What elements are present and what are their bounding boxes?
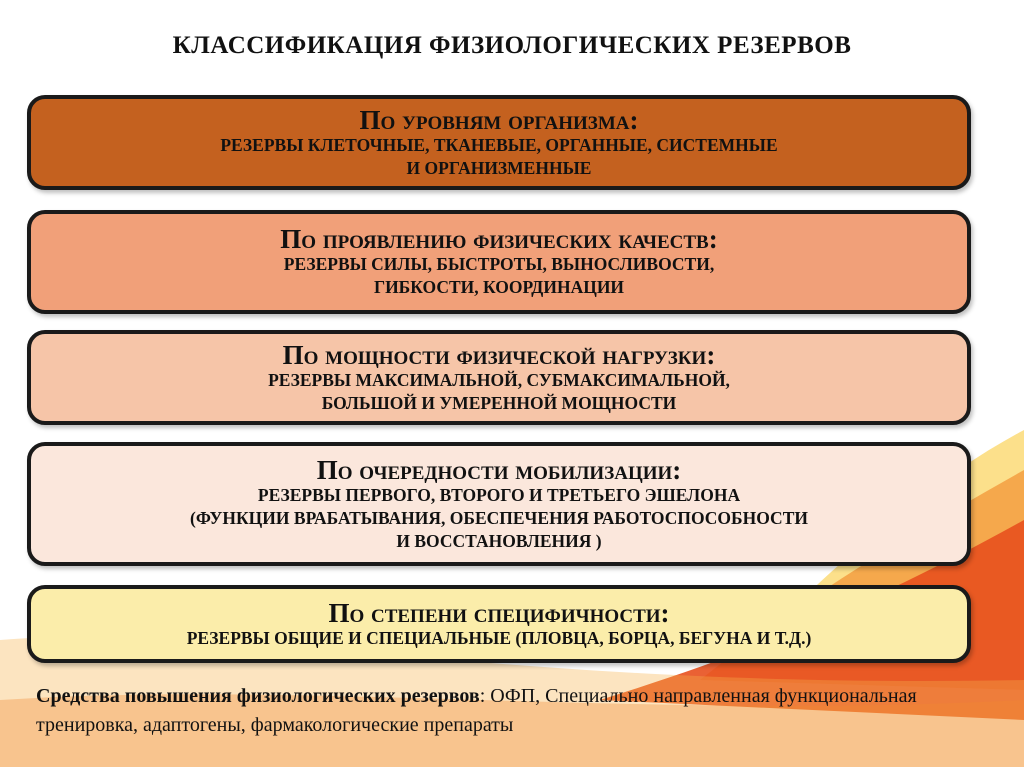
- box-line: РЕЗЕРВЫ ОБЩИЕ И СПЕЦИАЛЬНЫЕ (ПЛОВЦА, БОРЦА, БЕГУНА И Т.Д.): [186, 627, 812, 648]
- box-line: РЕЗЕРВЫ СИЛЫ, БЫСТРОТЫ, ВЫНОСЛИВОСТИ,: [283, 254, 715, 274]
- footer-lead: Средства повышения физиологических резервов: [36, 685, 480, 707]
- footer-note: [36, 682, 996, 740]
- box-heading: По очередности мобилизации:: [316, 454, 682, 485]
- classification-box-mobilization-order: [27, 442, 971, 566]
- classification-box-specificity: [27, 585, 971, 663]
- box-line: И ВОССТАНОВЛЕНИЯ ): [396, 530, 602, 551]
- classification-box-load-power: [27, 330, 971, 425]
- box-line: (ФУНКЦИИ ВРАБАТЫВАНИЯ, ОБЕСПЕЧЕНИЯ РАБОТОСПОСОБНОСТИ: [190, 507, 808, 528]
- box-line: И ОРГАНИЗМЕННЫЕ: [406, 157, 592, 178]
- box-heading: По проявлению физических качеств:: [280, 224, 718, 254]
- classification-box-organism-levels: [27, 95, 971, 190]
- classification-box-physical-qualities: [27, 210, 971, 314]
- box-line: ГИБКОСТИ, КООРДИНАЦИИ: [373, 277, 625, 297]
- box-line: РЕЗЕРВЫ КЛЕТОЧНЫЕ, ТКАНЕВЫЕ, ОРГАННЫЕ, СИСТЕМНЫЕ: [220, 134, 778, 155]
- footer-rest: : ОФП, Специально направленная функциональная тренировка, адаптогены, фармакологические препараты: [36, 685, 917, 736]
- box-line: РЕЗЕРВЫ ПЕРВОГО, ВТОРОГО И ТРЕТЬЕГО ЭШЕЛОНА: [257, 484, 741, 505]
- box-heading: По уровням организма:: [359, 104, 639, 135]
- box-heading: По степени специфичности:: [328, 597, 670, 628]
- box-line: РЕЗЕРВЫ МАКСИМАЛЬНОЙ, СУБМАКСИМАЛЬНОЙ,: [268, 369, 730, 390]
- box-heading: По мощности физической нагрузки:: [282, 339, 716, 370]
- page-title: КЛАССИФИКАЦИЯ ФИЗИОЛОГИЧЕСКИХ РЕЗЕРВОВ: [172, 32, 852, 59]
- box-line: БОЛЬШОЙ И УМЕРЕННОЙ МОЩНОСТИ: [321, 392, 677, 413]
